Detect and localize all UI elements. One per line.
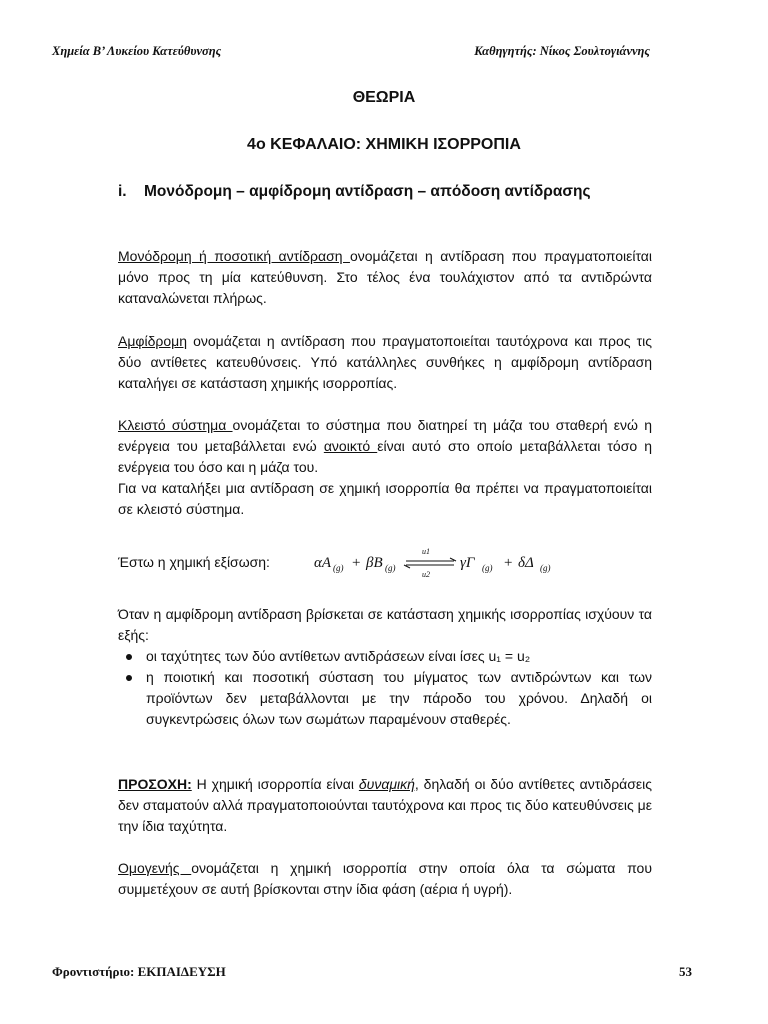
equation-label: Έστω η χημική εξίσωση:	[118, 554, 270, 570]
rate-forward-label: u1	[422, 547, 430, 556]
paragraph-homogeneous	[118, 858, 652, 900]
term-open-system: ανοικτό	[323, 438, 378, 454]
bullet-icon	[126, 675, 132, 681]
paragraph-text: ονομάζεται η αντίδραση που πραγματοποιείται ταυτόχρονα και προς τις δύο αντίθετες κατευθύνσεις. Υπό κατάλληλες συνθήκες η αμφίδρομη αντίδραση καταλήγει σε κατάσταση χημικής ισορροπίας.	[118, 333, 652, 391]
paragraph-equilibrium-conditions: Όταν η αμφίδρομη αντίδραση βρίσκεται σε κατάσταση χημικής ισορροπίας ισχύουν τα εξής:	[118, 606, 652, 643]
list-item: η ποιοτική και ποσοτική σύσταση του μίγματος των αντιδρώντων και των προϊόντων δεν μεταβάλλονται με την πάροδο του χρόνου. Δηλαδή οι συγκεντρώσεις όλων των σωμάτων παραμένουν σταθερές.	[118, 667, 652, 730]
page-number: 53	[679, 964, 692, 979]
attention-label: ΠΡΟΣΟΧΗ:	[118, 776, 192, 792]
paragraph-closed-system	[118, 415, 652, 520]
header-course-title: Χημεία Β’ Λυκείου Κατεύθυνσης	[52, 44, 222, 58]
term-reversible: Αμφίδρομη	[118, 333, 187, 349]
svg-text:(g): (g)	[540, 563, 551, 573]
svg-text:βB: βB	[366, 555, 383, 571]
section-heading	[118, 180, 652, 204]
rate-reverse-label: u2	[422, 570, 430, 579]
svg-text:+: +	[352, 555, 361, 571]
section-heading-text: Μονόδρομη – αμφίδρομη αντίδραση – απόδοση αντίδρασης	[144, 183, 591, 200]
svg-text:αA: αA	[314, 555, 332, 571]
footer-school-name: Φροντιστήριο: ΕΚΠΑΙΔΕΥΣΗ	[52, 964, 226, 979]
section-number: i.	[118, 183, 127, 200]
svg-text:γΓ: γΓ	[460, 555, 475, 571]
equilibrium-properties-list	[118, 646, 652, 730]
term-one-way-reaction: Μονόδρομη ή ποσοτική αντίδραση	[118, 248, 350, 264]
paragraph-text: Για να καταλήξει μια αντίδραση σε χημική ισορροπία θα πρέπει να πραγματοποιείται σε κλειστό σύστημα.	[118, 480, 652, 517]
paragraph-text: , δηλαδή οι δύο αντίθετες αντιδράσεις δεν σταματούν αλλά πραγματοποιούνται ταυτόχρονα και προς τις δύο κατευθύνσεις με την ίδια ταχύτητα.	[118, 776, 652, 834]
paragraph-text: ονομάζεται η αντίδραση που πραγματοποιείται μόνο προς τη μία κατεύθυνση. Στο τέλος ένα τουλάχιστον από τα αντιδρώντα καταναλώνεται πλήρως.	[118, 248, 652, 306]
chemical-equation	[314, 542, 574, 582]
paragraph-reversible-reaction	[118, 331, 652, 394]
paragraph-text: ονομάζεται το σύστημα που διατηρεί τη μάζα του σταθερή ενώ η ενέργεια του μεταβάλλεται ενώ	[118, 417, 652, 454]
term-closed-system: Κλειστό σύστημα	[118, 417, 233, 433]
paragraph-attention	[118, 774, 652, 837]
page-title: ΘΕΩΡΙΑ	[352, 89, 416, 106]
svg-text:(g): (g)	[482, 563, 493, 573]
term-dynamic: δυναμική	[358, 776, 415, 792]
chemical-equation-block	[118, 548, 652, 584]
chapter-title: 4ο ΚΕΦΑΛΑΙΟ: ΧΗΜΙΚΗ ΙΣΟΡΡΟΠΙΑ	[247, 136, 521, 153]
paragraph-text: Η χημική ισορροπία είναι	[191, 776, 359, 792]
svg-text:(g): (g)	[385, 563, 396, 573]
paragraph-text: ονομάζεται η χημική ισορροπία στην οποία όλα τα σώματα που συμμετέχουν σε αυτή βρίσκονται στην ίδια φάση (αέρια ή υγρή).	[118, 860, 653, 897]
paragraph-one-way-reaction	[118, 246, 652, 309]
list-item: οι ταχύτητες των δύο αντίθετων αντιδράσεων είναι ίσες u₁ = u₂	[118, 646, 652, 667]
svg-text:(g): (g)	[333, 563, 344, 573]
header-teacher: Καθηγητής: Νίκος Σουλτογιάννης	[474, 44, 650, 58]
paragraph-text: είναι αυτό στο οποίο μεταβάλλεται τόσο η ενέργεια του όσο και η μάζα του.	[118, 438, 652, 475]
bullet-icon	[126, 654, 132, 660]
svg-text:δΔ: δΔ	[518, 555, 534, 571]
term-homogeneous: Ομογενής	[118, 860, 192, 876]
svg-text:+: +	[504, 555, 513, 571]
